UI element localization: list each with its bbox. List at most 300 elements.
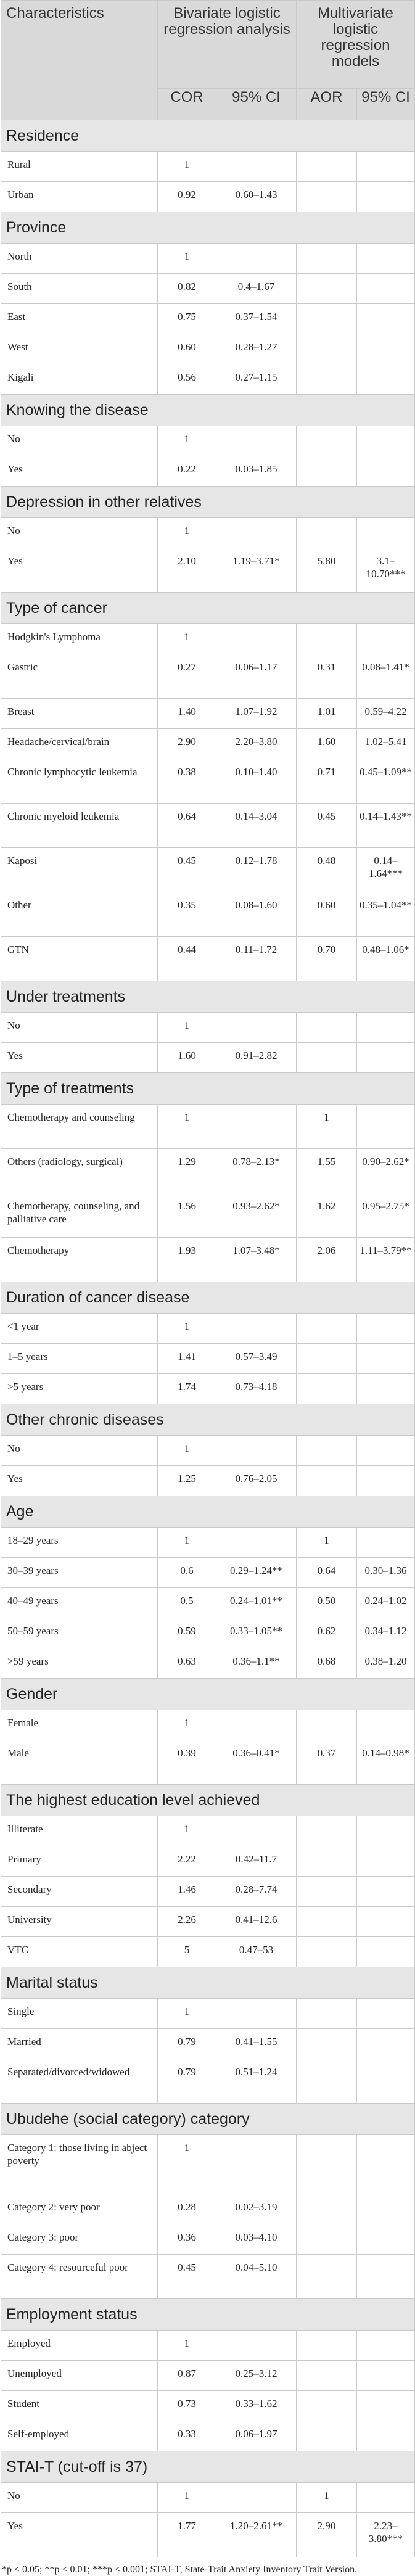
section-header-row	[1, 212, 415, 244]
ci-multivariate-cell	[357, 2391, 415, 2421]
ci-multivariate-cell: 0.48–1.06*	[357, 937, 415, 981]
section-header-row	[1, 2451, 415, 2483]
cor-cell: 1	[158, 426, 216, 456]
cor-cell: 1	[158, 1528, 216, 1558]
aor-cell	[297, 2029, 357, 2059]
section-header-row	[1, 1679, 415, 1710]
row-label: 50–59 years	[1, 1618, 158, 1648]
aor-cell	[297, 2361, 357, 2391]
cor-cell: 1.60	[158, 1043, 216, 1073]
ci-multivariate-cell: 0.24–1.02	[357, 1588, 415, 1618]
aor-cell	[297, 1466, 357, 1496]
section-header-row	[1, 1282, 415, 1314]
ci-bivariate-cell: 0.02–3.19	[216, 2194, 297, 2224]
ci-multivariate-cell	[357, 1466, 415, 1496]
ci-bivariate-cell	[216, 152, 297, 182]
ci-bivariate-cell: 0.11–1.72	[216, 937, 297, 981]
ci-bivariate-cell: 0.36–1.1**	[216, 1648, 297, 1679]
row-label: University	[1, 1907, 158, 1937]
row-label: South	[1, 274, 158, 304]
section-title: Type of treatments	[1, 1073, 415, 1105]
ci-bivariate-cell: 0.14–3.04	[216, 804, 297, 848]
aor-cell	[297, 518, 357, 548]
aor-cell	[297, 304, 357, 334]
ci-multivariate-cell	[357, 152, 415, 182]
row-label: VTC	[1, 1937, 158, 1967]
ci-bivariate-cell	[216, 1528, 297, 1558]
ci-multivariate-cell	[357, 2361, 415, 2391]
table-row	[1, 1043, 415, 1073]
table-row	[1, 759, 415, 804]
ci-bivariate-cell	[216, 1105, 297, 1149]
row-label: North	[1, 244, 158, 274]
aor-cell	[297, 1374, 357, 1404]
cor-cell: 0.38	[158, 759, 216, 804]
section-header-row	[1, 1967, 415, 1999]
header-row-groups	[1, 1, 415, 89]
section-header-row	[1, 593, 415, 624]
table-row	[1, 2391, 415, 2421]
row-label: Chronic myeloid leukemia	[1, 804, 158, 848]
cor-cell: 0.36	[158, 2224, 216, 2255]
aor-cell	[297, 364, 357, 395]
ci-multivariate-cell	[357, 182, 415, 212]
ci-multivariate-cell: 0.34–1.12	[357, 1618, 415, 1648]
cor-cell: 0.63	[158, 1648, 216, 1679]
cor-cell: 0.45	[158, 848, 216, 892]
table-row	[1, 2361, 415, 2391]
aor-cell	[297, 456, 357, 487]
cor-cell: 1	[158, 2135, 216, 2194]
row-label: Single	[1, 1999, 158, 2029]
ci-multivariate-cell: 0.14–0.98*	[357, 1740, 415, 1785]
ci-bivariate-cell: 0.24–1.01**	[216, 1588, 297, 1618]
cor-cell: 1.29	[158, 1149, 216, 1193]
ci-bivariate-cell: 0.57–3.49	[216, 1344, 297, 1374]
cor-cell: 1	[158, 624, 216, 654]
table-row	[1, 182, 415, 212]
table-row	[1, 426, 415, 456]
table-row	[1, 1436, 415, 1466]
ci-multivariate-cell	[357, 518, 415, 548]
row-label: 1–5 years	[1, 1344, 158, 1374]
cor-cell: 1	[158, 1999, 216, 2029]
row-label: Gastric	[1, 654, 158, 699]
section-header-row	[1, 981, 415, 1013]
table-row	[1, 1618, 415, 1648]
row-label: 30–39 years	[1, 1558, 158, 1588]
row-label: No	[1, 1013, 158, 1043]
ci-bivariate-cell: 0.47–53	[216, 1937, 297, 1967]
row-label: 18–29 years	[1, 1528, 158, 1558]
ci-bivariate-cell: 0.60–1.43	[216, 182, 297, 212]
section-header-row	[1, 120, 415, 152]
aor-cell	[297, 152, 357, 182]
row-label: Others (radiology, surgical)	[1, 1149, 158, 1193]
cor-cell: 1.40	[158, 699, 216, 729]
section-header-row	[1, 487, 415, 518]
ci-bivariate-cell	[216, 1999, 297, 2029]
ci-multivariate-cell	[357, 364, 415, 395]
ci-bivariate-cell: 0.41–1.55	[216, 2029, 297, 2059]
row-label: 40–49 years	[1, 1588, 158, 1618]
table-row	[1, 304, 415, 334]
cor-cell: 0.64	[158, 804, 216, 848]
aor-cell	[297, 2421, 357, 2451]
table-row	[1, 2194, 415, 2224]
cor-cell: 1	[158, 518, 216, 548]
ci-multivariate-cell	[357, 1816, 415, 1846]
ci-multivariate-cell: 1.02–5.41	[357, 729, 415, 759]
header-aor: AOR	[297, 89, 357, 120]
ci-multivariate-cell: 0.30–1.36	[357, 1558, 415, 1588]
table-row	[1, 2513, 415, 2557]
ci-bivariate-cell: 0.10–1.40	[216, 759, 297, 804]
ci-bivariate-cell	[216, 518, 297, 548]
cor-cell: 0.79	[158, 2029, 216, 2059]
aor-cell	[297, 2135, 357, 2194]
row-label: Employed	[1, 2331, 158, 2361]
aor-cell: 0.70	[297, 937, 357, 981]
row-label: Category 3: poor	[1, 2224, 158, 2255]
ci-bivariate-cell: 0.06–1.97	[216, 2421, 297, 2451]
row-label: Other	[1, 892, 158, 937]
aor-cell	[297, 1907, 357, 1937]
section-title: Province	[1, 212, 415, 244]
ci-bivariate-cell: 0.27–1.15	[216, 364, 297, 395]
ci-multivariate-cell: 1.11–3.79**	[357, 1238, 415, 1282]
table-row	[1, 1588, 415, 1618]
ci-bivariate-cell: 1.20–2.61**	[216, 2513, 297, 2557]
aor-cell	[297, 244, 357, 274]
row-label: Male	[1, 1740, 158, 1785]
ci-multivariate-cell	[357, 244, 415, 274]
table-row	[1, 1558, 415, 1588]
aor-cell: 0.68	[297, 1648, 357, 1679]
cor-cell: 1	[158, 1013, 216, 1043]
table-row	[1, 548, 415, 593]
cor-cell: 0.22	[158, 456, 216, 487]
cor-cell: 1	[158, 1105, 216, 1149]
ci-bivariate-cell: 0.33–1.62	[216, 2391, 297, 2421]
table-row	[1, 1648, 415, 1679]
ci-multivariate-cell: 0.35–1.04**	[357, 892, 415, 937]
aor-cell	[297, 1999, 357, 2029]
table-row	[1, 1528, 415, 1558]
row-label: Married	[1, 2029, 158, 2059]
aor-cell	[297, 1314, 357, 1344]
table-row	[1, 244, 415, 274]
section-title: Gender	[1, 1679, 415, 1710]
table-row	[1, 1193, 415, 1238]
row-label: Kigali	[1, 364, 158, 395]
ci-bivariate-cell: 1.07–3.48*	[216, 1238, 297, 1282]
section-header-row	[1, 2299, 415, 2331]
row-label: <1 year	[1, 1314, 158, 1344]
row-label: Student	[1, 2391, 158, 2421]
row-label: Category 2: very poor	[1, 2194, 158, 2224]
table-row	[1, 729, 415, 759]
ci-bivariate-cell: 0.91–2.82	[216, 1043, 297, 1073]
cor-cell: 0.6	[158, 1558, 216, 1588]
ci-bivariate-cell: 0.76–2.05	[216, 1466, 297, 1496]
row-label: Self-employed	[1, 2421, 158, 2451]
section-title: Under treatments	[1, 981, 415, 1013]
aor-cell	[297, 1013, 357, 1043]
header-characteristics: Characteristics	[1, 1, 158, 120]
header-cor: COR	[158, 89, 216, 120]
row-label: GTN	[1, 937, 158, 981]
table-row	[1, 2483, 415, 2513]
cor-cell: 1	[158, 1816, 216, 1846]
aor-cell: 0.31	[297, 654, 357, 699]
row-label: Secondary	[1, 1877, 158, 1907]
row-label: Female	[1, 1710, 158, 1740]
table-row	[1, 1466, 415, 1496]
cor-cell: 0.73	[158, 2391, 216, 2421]
ci-bivariate-cell	[216, 1816, 297, 1846]
ci-multivariate-cell: 2.23–3.80***	[357, 2513, 415, 2557]
ci-multivariate-cell: 3.1–10.70***	[357, 548, 415, 593]
aor-cell: 1.01	[297, 699, 357, 729]
row-label: Chemotherapy, counseling, and palliative care	[1, 1193, 158, 1238]
table-footnote: *p < 0.05; **p < 0.01; ***p < 0.001; STAI-T, State-Trait Anxiety Inventory Trait Version.	[2, 2564, 358, 2575]
ci-bivariate-cell: 0.4–1.67	[216, 274, 297, 304]
ci-multivariate-cell	[357, 2059, 415, 2104]
row-label: East	[1, 304, 158, 334]
aor-cell	[297, 1043, 357, 1073]
aor-cell: 1	[297, 1105, 357, 1149]
table-row	[1, 937, 415, 981]
aor-cell: 0.50	[297, 1588, 357, 1618]
row-label: Primary	[1, 1846, 158, 1877]
table-row	[1, 274, 415, 304]
row-label: Category 4: resourceful poor	[1, 2255, 158, 2299]
ci-multivariate-cell	[357, 1907, 415, 1937]
ci-bivariate-cell: 0.12–1.78	[216, 848, 297, 892]
ci-multivariate-cell: 0.45–1.09**	[357, 759, 415, 804]
cor-cell: 1	[158, 244, 216, 274]
ci-multivariate-cell	[357, 2029, 415, 2059]
ci-bivariate-cell	[216, 2331, 297, 2361]
regression-table	[1, 0, 415, 2557]
section-title: Age	[1, 1496, 415, 1528]
table-row	[1, 699, 415, 729]
row-label: Separated/divorced/widowed	[1, 2059, 158, 2104]
aor-cell	[297, 1816, 357, 1846]
table-row	[1, 1013, 415, 1043]
ci-multivariate-cell	[357, 1374, 415, 1404]
section-title: Other chronic diseases	[1, 1404, 415, 1436]
ci-multivariate-cell	[357, 426, 415, 456]
table-row	[1, 152, 415, 182]
row-label: Headache/cervical/brain	[1, 729, 158, 759]
aor-cell: 0.48	[297, 848, 357, 892]
cor-cell: 0.5	[158, 1588, 216, 1618]
aor-cell	[297, 1436, 357, 1466]
table-row	[1, 2255, 415, 2299]
ci-multivariate-cell	[357, 1013, 415, 1043]
cor-cell: 0.59	[158, 1618, 216, 1648]
aor-cell: 2.06	[297, 1238, 357, 1282]
table-body	[1, 120, 415, 2557]
cor-cell: 1	[158, 2331, 216, 2361]
row-label: West	[1, 334, 158, 364]
cor-cell: 1.74	[158, 1374, 216, 1404]
table-row	[1, 848, 415, 892]
aor-cell	[297, 2224, 357, 2255]
aor-cell	[297, 2255, 357, 2299]
ci-multivariate-cell	[357, 2224, 415, 2255]
ci-multivariate-cell	[357, 1937, 415, 1967]
aor-cell: 1	[297, 2483, 357, 2513]
cor-cell: 2.10	[158, 548, 216, 593]
ci-bivariate-cell: 0.03–4.10	[216, 2224, 297, 2255]
cor-cell: 1.41	[158, 1344, 216, 1374]
ci-multivariate-cell	[357, 1105, 415, 1149]
header-ci-bivariate: 95% CI	[216, 89, 297, 120]
ci-multivariate-cell: 0.95–2.75*	[357, 1193, 415, 1238]
cor-cell: 1.93	[158, 1238, 216, 1282]
section-title: Employment status	[1, 2299, 415, 2331]
section-title: Knowing the disease	[1, 395, 415, 426]
ci-bivariate-cell: 0.41–12.6	[216, 1907, 297, 1937]
cor-cell: 1	[158, 152, 216, 182]
row-label: No	[1, 518, 158, 548]
table-row	[1, 2224, 415, 2255]
ci-bivariate-cell: 0.51–1.24	[216, 2059, 297, 2104]
ci-bivariate-cell: 0.28–1.27	[216, 334, 297, 364]
ci-multivariate-cell	[357, 1043, 415, 1073]
cor-cell: 0.45	[158, 2255, 216, 2299]
section-title: Duration of cancer disease	[1, 1282, 415, 1314]
table-row	[1, 892, 415, 937]
aor-cell	[297, 1937, 357, 1967]
ci-bivariate-cell: 0.33–1.05**	[216, 1618, 297, 1648]
cor-cell: 0.92	[158, 182, 216, 212]
aor-cell	[297, 2391, 357, 2421]
cor-cell: 0.56	[158, 364, 216, 395]
table-row	[1, 2331, 415, 2361]
ci-multivariate-cell	[357, 2135, 415, 2194]
ci-bivariate-cell	[216, 1436, 297, 1466]
aor-cell	[297, 182, 357, 212]
cor-cell: 0.35	[158, 892, 216, 937]
ci-multivariate-cell	[357, 304, 415, 334]
ci-bivariate-cell	[216, 624, 297, 654]
aor-cell: 0.64	[297, 1558, 357, 1588]
cor-cell: 0.39	[158, 1740, 216, 1785]
aor-cell	[297, 334, 357, 364]
section-header-row	[1, 2104, 415, 2135]
cor-cell: 0.75	[158, 304, 216, 334]
section-title: Ubudehe (social category) category	[1, 2104, 415, 2135]
row-label: Illiterate	[1, 1816, 158, 1846]
ci-multivariate-cell: 0.59–4.22	[357, 699, 415, 729]
table-row	[1, 1907, 415, 1937]
aor-cell: 1.62	[297, 1193, 357, 1238]
ci-multivariate-cell	[357, 1846, 415, 1877]
row-label: Chemotherapy	[1, 1238, 158, 1282]
table-row	[1, 1846, 415, 1877]
aor-cell: 2.90	[297, 2513, 357, 2557]
ci-multivariate-cell: 0.08–1.41*	[357, 654, 415, 699]
table-row	[1, 2135, 415, 2194]
ci-multivariate-cell: 0.38–1.20	[357, 1648, 415, 1679]
ci-bivariate-cell: 0.73–4.18	[216, 1374, 297, 1404]
cor-cell: 1	[158, 1436, 216, 1466]
ci-bivariate-cell: 0.25–3.12	[216, 2361, 297, 2391]
ci-bivariate-cell: 0.36–0.41*	[216, 1740, 297, 1785]
cor-cell: 0.33	[158, 2421, 216, 2451]
aor-cell	[297, 274, 357, 304]
row-label: Category 1: those living in abject poverty	[1, 2135, 158, 2194]
aor-cell	[297, 1344, 357, 1374]
cor-cell: 0.87	[158, 2361, 216, 2391]
table-row	[1, 1105, 415, 1149]
row-label: >59 years	[1, 1648, 158, 1679]
cor-cell: 2.90	[158, 729, 216, 759]
table-row	[1, 2029, 415, 2059]
ci-bivariate-cell: 0.42–11.7	[216, 1846, 297, 1877]
section-header-row	[1, 1404, 415, 1436]
ci-bivariate-cell: 0.06–1.17	[216, 654, 297, 699]
cor-cell: 0.27	[158, 654, 216, 699]
aor-cell: 1.55	[297, 1149, 357, 1193]
header-bivariate: Bivariate logistic regression analysis	[158, 1, 297, 89]
cor-cell: 1	[158, 1314, 216, 1344]
aor-cell	[297, 2331, 357, 2361]
aor-cell	[297, 2059, 357, 2104]
cor-cell: 0.44	[158, 937, 216, 981]
header-multivariate: Multivariate logistic regression models	[297, 1, 415, 89]
cor-cell: 1.56	[158, 1193, 216, 1238]
cor-cell: 0.79	[158, 2059, 216, 2104]
ci-multivariate-cell	[357, 624, 415, 654]
table-row	[1, 364, 415, 395]
ci-multivariate-cell	[357, 1344, 415, 1374]
row-label: Yes	[1, 2513, 158, 2557]
section-title: The highest education level achieved	[1, 1785, 415, 1816]
ci-multivariate-cell	[357, 274, 415, 304]
aor-cell: 0.37	[297, 1740, 357, 1785]
aor-cell: 0.60	[297, 892, 357, 937]
ci-bivariate-cell: 2.20–3.80	[216, 729, 297, 759]
row-label: Yes	[1, 1466, 158, 1496]
aor-cell	[297, 1710, 357, 1740]
ci-bivariate-cell	[216, 426, 297, 456]
section-header-row	[1, 395, 415, 426]
ci-multivariate-cell	[357, 1710, 415, 1740]
section-header-row	[1, 1073, 415, 1105]
aor-cell	[297, 624, 357, 654]
aor-cell: 0.62	[297, 1618, 357, 1648]
regression-table-container	[1, 0, 414, 2576]
ci-multivariate-cell	[357, 1999, 415, 2029]
cor-cell: 1.77	[158, 2513, 216, 2557]
ci-bivariate-cell	[216, 1013, 297, 1043]
ci-multivariate-cell: 0.14–1.64***	[357, 848, 415, 892]
table-row	[1, 456, 415, 487]
ci-multivariate-cell: 0.90–2.62*	[357, 1149, 415, 1193]
ci-multivariate-cell	[357, 1877, 415, 1907]
row-label: Unemployed	[1, 2361, 158, 2391]
ci-multivariate-cell	[357, 1528, 415, 1558]
aor-cell: 0.45	[297, 804, 357, 848]
row-label: Chemotherapy and counseling	[1, 1105, 158, 1149]
section-header-row	[1, 1496, 415, 1528]
aor-cell	[297, 426, 357, 456]
